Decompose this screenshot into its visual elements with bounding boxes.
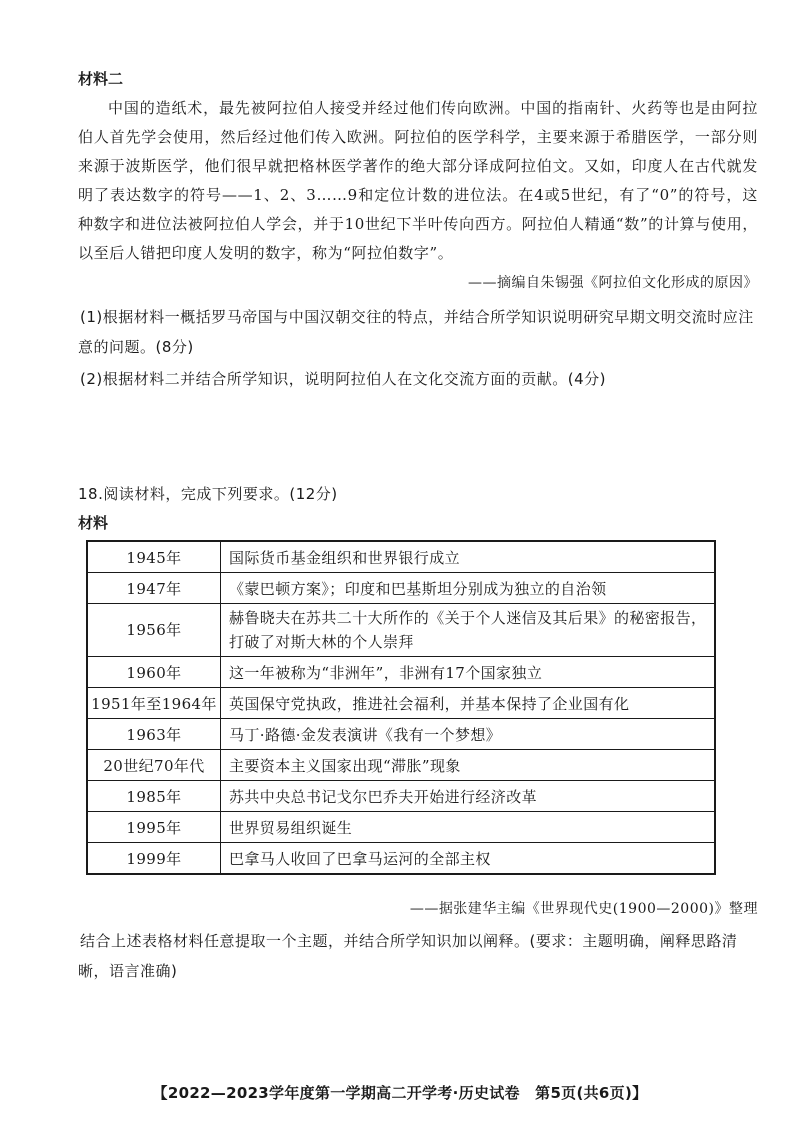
question-17-parts — [78, 302, 758, 394]
material-2-paragraph — [78, 94, 758, 268]
table-cell-year: 1985年 — [87, 781, 221, 812]
table-cell-event: 马丁·路德·金发表演讲《我有一个梦想》 — [221, 719, 716, 750]
material-2-heading: 材料二 — [78, 70, 124, 88]
table-cell-year: 1956年 — [87, 604, 221, 657]
table-row — [87, 719, 715, 750]
question-18-instruction-block — [78, 926, 758, 986]
page-footer: 【2022—2023学年度第一学期高二开学考·历史试卷 第5页(共6页)】 — [152, 1084, 648, 1102]
table-cell-event: 英国保守党执政，推进社会福利，并基本保持了企业国有化 — [221, 688, 716, 719]
table-cell-year: 20世纪70年代 — [87, 750, 221, 781]
table-cell-event: 主要资本主义国家出现“滞胀”现象 — [221, 750, 716, 781]
table-row — [87, 604, 715, 657]
table-row — [87, 688, 715, 719]
table-row — [87, 541, 715, 573]
table-row — [87, 573, 715, 604]
table-cell-event: 国际货币基金组织和世界银行成立 — [221, 541, 716, 573]
timeline-table — [86, 540, 716, 875]
table-row — [87, 843, 715, 875]
table-cell-event: 巴拿马人收回了巴拿马运河的全部主权 — [221, 843, 716, 875]
table-cell-year: 1999年 — [87, 843, 221, 875]
table-cell-year: 1947年 — [87, 573, 221, 604]
table-cell-year: 1963年 — [87, 719, 221, 750]
material-2-source: ——摘编自朱锡强《阿拉伯文化形成的原因》 — [468, 275, 758, 291]
table-row — [87, 750, 715, 781]
material-2-text: 中国的造纸术，最先被阿拉伯人接受并经过他们传向欧洲。中国的指南针、火药等也是由阿拉伯人首先学会使用，然后经过他们传入欧洲。阿拉伯的医学科学，主要来源于希腊医学，一部分则来源于波斯医学，他们很早就把格林医学著作的绝大部分译成阿拉伯文。又如，印度人在古代就发明了表达数字的符号——1、2、3……9和定位计数的进位法。在4或5世纪，有了“0”的符号，这种数字和进位法被阿拉伯人学会，并于10世纪下半叶传向西方。阿拉伯人精通“数”的计算与使用，以至后人错把印度人发明的数字，称为“阿拉伯数字”。 — [78, 99, 758, 262]
table-row — [87, 812, 715, 843]
table-cell-event: 《蒙巴顿方案》；印度和巴基斯坦分别成为独立的自治领 — [221, 573, 716, 604]
table-cell-event: 这一年被称为“非洲年”，非洲有17个国家独立 — [221, 657, 716, 688]
table-row — [87, 657, 715, 688]
table-cell-event: 苏共中央总书记戈尔巴乔夫开始进行经济改革 — [221, 781, 716, 812]
table-cell-year: 1960年 — [87, 657, 221, 688]
table-cell-year: 1945年 — [87, 541, 221, 573]
question-18-title: 18.阅读材料，完成下列要求。(12分) — [78, 485, 338, 503]
question-18-source: ——据张建华主编《世界现代史(1900—2000)》整理 — [409, 901, 758, 917]
table-cell-year: 1995年 — [87, 812, 221, 843]
question-18-material-heading: 材料 — [78, 514, 109, 532]
table-cell-event: 赫鲁晓夫在苏共二十大所作的《关于个人迷信及其后果》的秘密报告，打破了对斯大林的个人崇拜 — [221, 604, 716, 657]
table-row — [87, 781, 715, 812]
question-18-instruction: 结合上述表格材料任意提取一个主题，并结合所学知识加以阐释。(要求：主题明确，阐释思路清晰，语言准确) — [78, 932, 738, 980]
question-17-part-1: (1)根据材料一概括罗马帝国与中国汉朝交往的特点，并结合所学知识说明研究早期文明交流时应注意的问题。(8分) — [78, 308, 754, 356]
question-17-part-2: (2)根据材料二并结合所学知识，说明阿拉伯人在文化交流方面的贡献。(4分) — [80, 370, 606, 388]
table-cell-year: 1951年至1964年 — [87, 688, 221, 719]
table-cell-event: 世界贸易组织诞生 — [221, 812, 716, 843]
